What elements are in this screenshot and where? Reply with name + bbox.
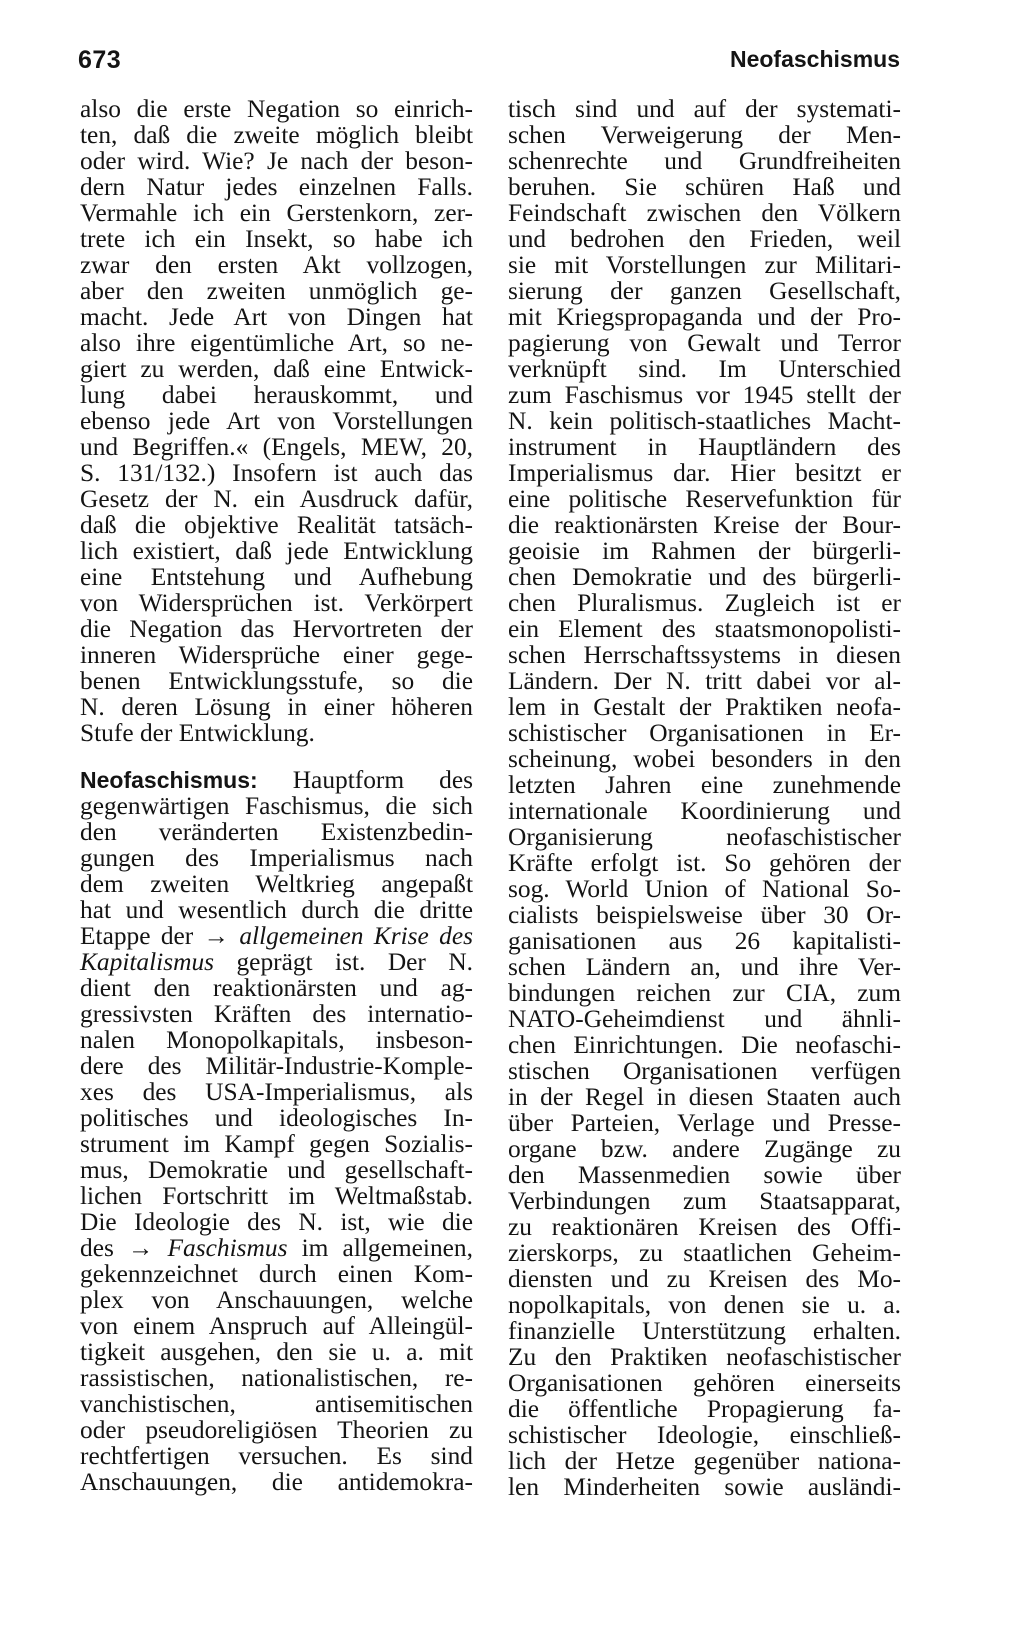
entry-line: mit Kriegspropaganda und der Pro- [508, 303, 901, 331]
continuation-line: Gesetz der N. ein Ausdruck dafür, [80, 485, 473, 513]
entry-line: len Minderheiten sowie ausländi- [508, 1473, 901, 1501]
entry-line: gungen des Imperialismus nach [80, 844, 473, 872]
entry-line: nalen Monopolkapitals, insbeson- [80, 1026, 473, 1054]
continuation-line: daß die objektive Realität tatsäch- [80, 511, 473, 539]
continuation-line: ebenso jede Art von Vorstellungen [80, 407, 473, 435]
entry-line: vanchistischen, antisemitischen [80, 1390, 473, 1418]
continuation-line: eine Entstehung und Aufhebung [80, 563, 473, 591]
cross-reference-arrow-icon: → [128, 1234, 154, 1262]
entry-line: schenrechte und Grundfreiheiten [508, 147, 901, 175]
continuation-line: und Begriffen.« (Engels, MEW, 20, [80, 433, 473, 461]
entry-line: instrument in Hauptländern des [508, 433, 901, 461]
left-column [80, 96, 473, 1495]
entry-line: scheinung, wobei besonders in den [508, 745, 901, 773]
continuation-line: zwar den ersten Akt vollzogen, [80, 251, 473, 279]
entry-line: schen Ländern an, und ihre Ver- [508, 953, 901, 981]
entry-line: sog. World Union of National So- [508, 875, 901, 903]
entry-line: tisch sind und auf der systemati- [508, 95, 901, 123]
entry-line: Kräfte erfolgt ist. So gehören der [508, 849, 901, 877]
entry-line: von einem Anspruch auf Alleingül- [80, 1312, 473, 1340]
continuation-line: macht. Jede Art von Dingen hat [80, 303, 473, 331]
continuation-line: Vermahle ich ein Gerstenkorn, zer- [80, 199, 473, 227]
entry-line: Verbindungen zum Staatsapparat, [508, 1187, 901, 1215]
entry-line: dere des Militär-Industrie-Komple- [80, 1052, 473, 1080]
entry-line: zum Faschismus vor 1945 stellt der [508, 381, 901, 409]
cross-reference-link: allgemeinen Krise des [239, 922, 474, 950]
continuation-line: ten, daß die zweite möglich bleibt [80, 121, 473, 149]
continuation-line: lung dabei herauskommt, und [80, 381, 473, 409]
entry-headword: Neofaschismus: [80, 767, 258, 793]
continuation-line: aber den zweiten unmöglich ge- [80, 277, 473, 305]
entry-line: nopolkapitals, von denen sie u. a. [508, 1291, 901, 1319]
entry-line: plex von Anschauungen, welche [80, 1286, 473, 1314]
entry-text: im allgemeinen, [287, 1234, 473, 1262]
continuation-line: also die erste Negation so einrich- [80, 95, 473, 123]
entry-line: politisches und ideologisches In- [80, 1104, 473, 1132]
entry-line: und bedrohen den Frieden, weil [508, 225, 901, 253]
continuation-line: die Negation das Hervortreten der [80, 615, 473, 643]
entry-line: organe bzw. andere Zugänge zu [508, 1135, 901, 1163]
entry-line: diensten und zu Kreisen des Mo- [508, 1265, 901, 1293]
paragraph-gap [80, 746, 473, 767]
page-header [78, 46, 900, 80]
entry-line: Zu den Praktiken neofaschistischer [508, 1343, 901, 1371]
entry-line: mus, Demokratie und gesellschaft- [80, 1156, 473, 1184]
entry-line: pagierung von Gewalt und Terror [508, 329, 901, 357]
entry-line: den veränderten Existenzbedin- [80, 818, 473, 846]
continuation-line: inneren Widersprüche einer gege- [80, 641, 473, 669]
entry-line: lich der Hetze gegenüber nationa- [508, 1447, 901, 1475]
entry-line: Organisationen gehören einerseits [508, 1369, 901, 1397]
entry-line: Ländern. Der N. tritt dabei vor al- [508, 667, 901, 695]
entry-line: den Massenmedien sowie über [508, 1161, 901, 1189]
entry-line: geoisie im Rahmen der bürgerli- [508, 537, 901, 565]
entry-line: die reaktionärsten Kreise der Bour- [508, 511, 901, 539]
continuation-line: benen Entwicklungsstufe, so die [80, 667, 473, 695]
continuation-line: S. 131/132.) Insofern ist auch das [80, 459, 473, 487]
entry-line: lem in Gestalt der Praktiken neofa- [508, 693, 901, 721]
entry-line: rassistischen, nationalistischen, re- [80, 1364, 473, 1392]
entry-text: Etappe der [80, 922, 204, 950]
entry-line: ganisationen aus 26 kapitalisti- [508, 927, 901, 955]
entry-ref-line [80, 949, 473, 975]
continuation-line: lich existiert, daß jede Entwicklung [80, 537, 473, 565]
entry-line: zu reaktionären Kreisen des Offi- [508, 1213, 901, 1241]
entry-line: internationale Koordinierung und [508, 797, 901, 825]
entry-line: rechtfertigen versuchen. Es sind [80, 1442, 473, 1470]
continuation-line: oder wird. Wie? Je nach der beson- [80, 147, 473, 175]
entry-line: lichen Fortschritt im Weltmaßstab. [80, 1182, 473, 1210]
entry-line: bindungen reichen zur CIA, zum [508, 979, 901, 1007]
entry-line: chen Einrichtungen. Die neofaschi- [508, 1031, 901, 1059]
entry-line: gekennzeichnet durch einen Kom- [80, 1260, 473, 1288]
entry-line: tigkeit ausgehen, den sie u. a. mit [80, 1338, 473, 1366]
entry-line: chen Pluralismus. Zugleich ist er [508, 589, 901, 617]
entry-line: NATO-Geheimdienst und ähnli- [508, 1005, 901, 1033]
entry-text: des [80, 1234, 128, 1262]
entry-text: Hauptform des [257, 766, 473, 794]
continuation-line: also ihre eigentümliche Art, so ne- [80, 329, 473, 357]
entry-line: über Parteien, Verlage und Presse- [508, 1109, 901, 1137]
continuation-line: giert zu werden, daß eine Entwick- [80, 355, 473, 383]
entry-first-line [80, 767, 473, 793]
entry-line: letzten Jahren eine zunehmende [508, 771, 901, 799]
entry-line: dem zweiten Weltkrieg angepaßt [80, 870, 473, 898]
entry-line: dient den reaktionärsten und ag- [80, 974, 473, 1002]
entry-line: stischen Organisationen verfügen [508, 1057, 901, 1085]
entry-line: strument im Kampf gegen Sozialis- [80, 1130, 473, 1158]
entry-ref-line [80, 1235, 473, 1261]
cross-reference-link: Kapitalismus [80, 948, 215, 976]
entry-line: gressivsten Kräften des internatio- [80, 1000, 473, 1028]
entry-line: schistischer Ideologie, einschließ- [508, 1421, 901, 1449]
entry-line: ein Element des staatsmonopolisti- [508, 615, 901, 643]
entry-line: hat und wesentlich durch die dritte [80, 896, 473, 924]
entry-line: sie mit Vorstellungen zur Militari- [508, 251, 901, 279]
entry-line: schistischer Organisationen in Er- [508, 719, 901, 747]
entry-line: schen Herrschaftssystems in diesen [508, 641, 901, 669]
continuation-line: dern Natur jedes einzelnen Falls. [80, 173, 473, 201]
continuation-line: N. deren Lösung in einer höheren [80, 693, 473, 721]
cross-reference-link: Faschismus [167, 1234, 288, 1262]
entry-ref-line [80, 923, 473, 949]
cross-reference-arrow-icon: → [203, 922, 229, 950]
entry-line: zierskorps, zu staatlichen Geheim- [508, 1239, 901, 1267]
continuation-line: Stufe der Entwicklung. [80, 719, 315, 747]
entry-line: Feindschaft zwischen den Völkern [508, 199, 901, 227]
entry-line: Anschauungen, die antidemokra- [80, 1468, 473, 1496]
entry-line: cialists beispielsweise über 30 Or- [508, 901, 901, 929]
entry-line: oder pseudoreligiösen Theorien zu [80, 1416, 473, 1444]
entry-text: geprägt ist. Der N. [214, 948, 473, 976]
running-head: Neofaschismus [729, 46, 900, 72]
page-number: 673 [78, 46, 122, 74]
entry-line: in der Regel in diesen Staaten auch [508, 1083, 901, 1111]
entry-line: beruhen. Sie schüren Haß und [508, 173, 901, 201]
entry-line: Imperialismus dar. Hier besitzt er [508, 459, 901, 487]
entry-line: Die Ideologie des N. ist, wie die [80, 1208, 473, 1236]
continuation-line: von Widersprüchen ist. Verkörpert [80, 589, 473, 617]
entry-line: chen Demokratie und des bürgerli- [508, 563, 901, 591]
entry-line: Organisierung neofaschistischer [508, 823, 901, 851]
entry-line: xes des USA-Imperialismus, als [80, 1078, 473, 1106]
right-column [508, 96, 901, 1500]
entry-line: finanzielle Unterstützung erhalten. [508, 1317, 901, 1345]
entry-line: die öffentliche Propagierung fa- [508, 1395, 901, 1423]
entry-line: schen Verweigerung der Men- [508, 121, 901, 149]
entry-line: gegenwärtigen Faschismus, die sich [80, 792, 473, 820]
entry-line: N. kein politisch-staatliches Macht- [508, 407, 901, 435]
entry-line: sierung der ganzen Gesellschaft, [508, 277, 901, 305]
entry-line: eine politische Reservefunktion für [508, 485, 901, 513]
continuation-line: trete ich ein Insekt, so habe ich [80, 225, 473, 253]
entry-line: verknüpft sind. Im Unterschied [508, 355, 901, 383]
